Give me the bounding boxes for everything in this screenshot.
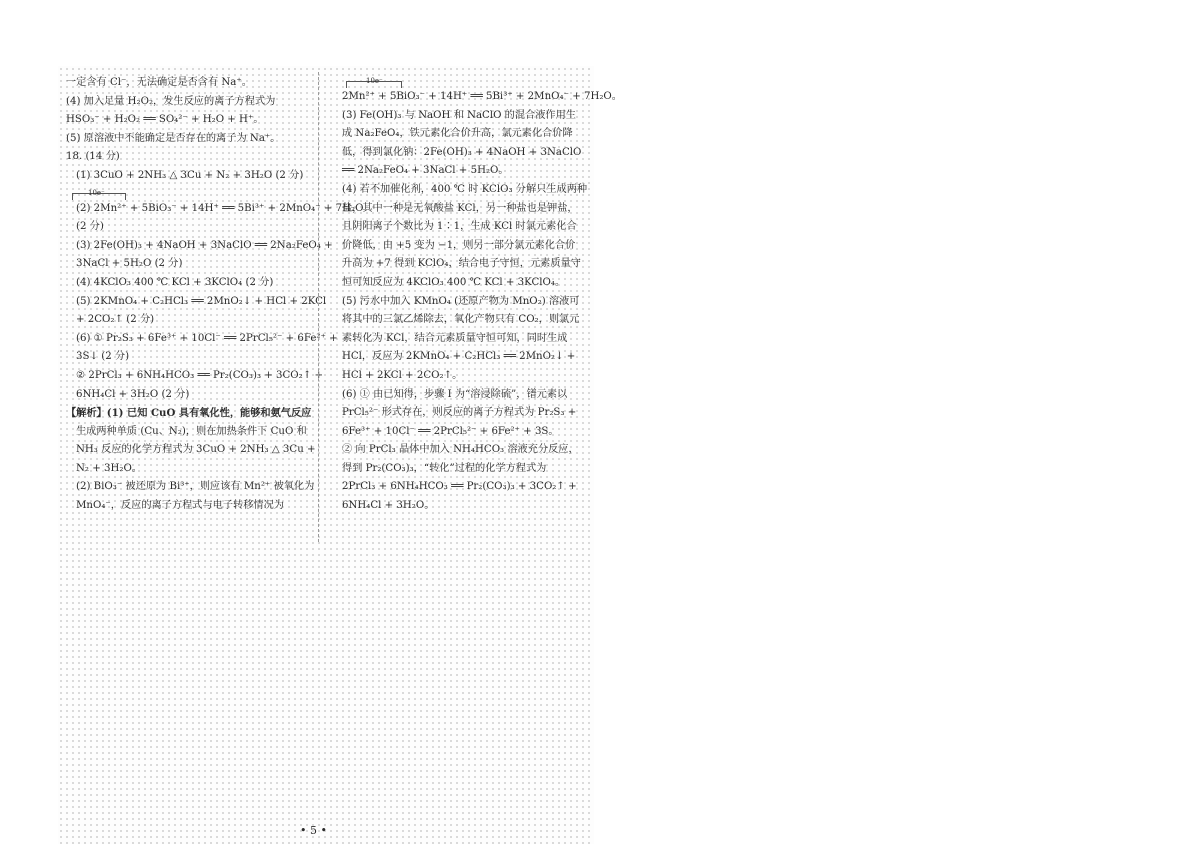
analysis-line: (2) BiO₃⁻ 被还原为 Bi³⁺，则应该有 Mn²⁺ 被氧化为 bbox=[76, 481, 315, 493]
analysis-line: MnO₄⁻，反应的离子方程式与电子转移情况为 bbox=[76, 500, 284, 512]
analysis-line: 生成两种单质 (Cu、N₂)，则在加热条件下 CuO 和 bbox=[76, 425, 307, 437]
text-line: 得到 Pr₂(CO₃)₃，“转化”过程的化学方程式为 bbox=[342, 462, 547, 474]
text-line: PrCl₅²⁻ 形式存在，则反应的离子方程式为 Pr₂S₃ + bbox=[342, 407, 577, 419]
transfer-label: 10e⁻ bbox=[366, 77, 383, 85]
text-line: (5) 原溶液中不能确定是否存在的离子为 Na⁺。 bbox=[66, 132, 281, 144]
text-line: HSO₃⁻ + H₂O₂ ══ SO₄²⁻ + H₂O + H⁺。 bbox=[66, 114, 264, 126]
text-line: ② 向 PrCl₃ 晶体中加入 NH₄HCO₃ 溶液充分反应， bbox=[342, 444, 579, 456]
text-line: 价降低，由 +5 变为 −1，则另一部分氯元素化合价 bbox=[342, 239, 576, 251]
question-number: 18. (14 分) bbox=[66, 151, 120, 163]
answer-line: (6) ① Pr₂S₃ + 6Fe³⁺ + 10Cl⁻ ══ 2PrCl₅²⁻ + 6Fe²⁺ + bbox=[76, 332, 338, 344]
text-line: 2Mn²⁺ + 5BiO₃⁻ + 14H⁺ ══ 5Bi³⁺ + 2MnO₄⁻ + 7H₂O。 bbox=[342, 91, 622, 102]
answer-line: (2 分) bbox=[76, 221, 104, 233]
right-column bbox=[342, 74, 622, 516]
text-line: 低，得到氯化钠：2Fe(OH)₃ + 4NaOH + 3NaClO bbox=[342, 146, 582, 158]
column-divider bbox=[318, 72, 319, 542]
text-line: 6NH₄Cl + 3H₂O。 bbox=[342, 500, 435, 512]
text-line: (4) 加入足量 H₂O₂，发生反应的离子方程式为 bbox=[66, 95, 276, 107]
left-column bbox=[66, 74, 364, 516]
text-line: 6Fe³⁺ + 10Cl⁻ ══ 2PrCl₅²⁻ + 6Fe²⁺ + 3S。 bbox=[342, 425, 559, 437]
text-line: 成 Na₂FeO₄，铁元素化合价升高，氯元素化合价降 bbox=[342, 128, 573, 140]
text-line: HCl + 2KCl + 2CO₂↑。 bbox=[342, 369, 463, 381]
text-line: 恒可知反应为 4KClO₃ 400 ℃ KCl + 3KClO₄。 bbox=[342, 276, 566, 288]
answer-line: (5) 2KMnO₄ + C₂HCl₃ ══ 2MnO₂↓ + HCl + 2KCl bbox=[76, 295, 327, 307]
page-number: • 5 • bbox=[300, 824, 327, 837]
answer-line: 6NH₄Cl + 3H₂O (2 分) bbox=[76, 388, 190, 400]
text-line: 盐，其中一种是无氧酸盐 KCl，另一种盐也是钾盐， bbox=[342, 202, 578, 214]
text-line: (6) ① 由已知得，步骤 Ⅰ 为“溶浸除硫”，镨元素以 bbox=[342, 388, 568, 400]
text-line: 一定含有 Cl⁻，无法确定是否含有 Na⁺。 bbox=[66, 77, 252, 88]
answer-line: (4) 4KClO₃ 400 ℃ KCl + 3KClO₄ (2 分) bbox=[76, 276, 274, 288]
text-line: 升高为 +7 得到 KClO₄，结合电子守恒，元素质量守 bbox=[342, 258, 581, 270]
analysis-line: NH₃ 反应的化学方程式为 3CuO + 2NH₃ △ 3Cu + bbox=[76, 444, 316, 456]
analysis-heading-line: 【解析】(1) 已知 CuO 具有氧化性，能够和氨气反应 bbox=[66, 407, 312, 420]
text-line: (3) Fe(OH)₃ 与 NaOH 和 NaClO 的混合液作用生 bbox=[342, 109, 576, 121]
answer-line: 3S↓ (2 分) bbox=[76, 351, 130, 363]
text-line: 将其中的三氯乙烯除去，氧化产物只有 CO₂，则氯元 bbox=[342, 314, 580, 326]
text-line: HCl，反应为 2KMnO₄ + C₂HCl₃ ══ 2MnO₂↓ + bbox=[342, 351, 576, 363]
answer-line: ② 2PrCl₃ + 6NH₄HCO₃ ══ Pr₂(CO₃)₃ + 3CO₂↑ + bbox=[76, 369, 324, 381]
electron-transfer-bracket bbox=[66, 186, 314, 200]
answer-line: 3NaCl + 5H₂O (2 分) bbox=[76, 258, 183, 270]
answer-line: (2) 2Mn²⁺ + 5BiO₃⁻ + 14H⁺ ══ 5Bi³⁺ + 2MnO₄⁻ + 7H₂O bbox=[76, 202, 364, 214]
transfer-label: 10e⁻ bbox=[88, 188, 105, 197]
answer-line: (1) 3CuO + 2NH₃ △ 3Cu + N₂ + 3H₂O (2 分) bbox=[76, 169, 304, 181]
text-line: ══ 2Na₂FeO₄ + 3NaCl + 5H₂O。 bbox=[342, 165, 509, 177]
answer-sheet bbox=[58, 66, 622, 844]
text-line: 素转化为 KCl，结合元素质量守恒可知，同时生成 bbox=[342, 332, 568, 344]
analysis-line: N₂ + 3H₂O。 bbox=[76, 462, 142, 474]
text-line: 2PrCl₃ + 6NH₄HCO₃ ══ Pr₂(CO₃)₃ + 3CO₂↑ + bbox=[342, 481, 577, 493]
electron-transfer-bracket bbox=[342, 74, 586, 88]
text-line: (4) 若不加催化剂，400 ℃ 时 KClO₃ 分解只生成两种 bbox=[342, 183, 588, 195]
text-line: 且阴阳离子个数比为 1∶1，生成 KCl 时氯元素化合 bbox=[342, 221, 577, 233]
text-line: (5) 污水中加入 KMnO₄ (还原产物为 MnO₂) 溶液可 bbox=[342, 295, 580, 307]
answer-line: + 2CO₂↑ (2 分) bbox=[76, 314, 155, 326]
answer-line: (3) 2Fe(OH)₃ + 4NaOH + 3NaClO ══ 2Na₂FeO₄ + bbox=[76, 239, 333, 251]
